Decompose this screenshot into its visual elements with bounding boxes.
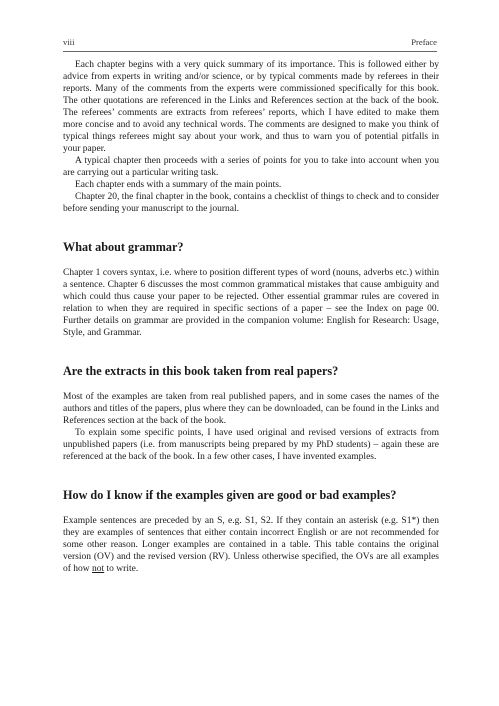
extracts-heading: Are the extracts in this book taken from real papers? [63,364,339,378]
grammar-heading: What about grammar? [63,240,184,254]
page-number: viii [63,37,75,47]
running-title: Preface [411,37,437,47]
examples-text-after: to write. [104,564,139,574]
intro-paragraph-3: Each chapter ends with a summary of the main points. [75,180,282,190]
intro-paragraph-1: Each chapter begins with a very quick summary of its importance. This is followed either by advice from experts in writing and/or science, or by typical comments made by referees in their reports. Many of the comments from the experts were commissioned specifically for this book. The other quotations are referenced in the Links and References section at the back of the book. The referees’ comments are extracts from referees’ reports, which I have edited to make them more concise and to avoid any technical words. The comments are designed to make you think of typical things referees might say about your work, and thus to warn you of potential pitfalls in your paper. [63,60,439,154]
running-head [63,37,437,47]
extracts-paragraph-2: To explain some specific points, I have used original and revised versions of extracts from unpublished papers (i.e. from manuscripts being prepared by my PhD students) – again these are referenced at the back of the book. In a few other cases, I have invented examples. [63,428,439,462]
extracts-paragraph-1: Most of the examples are taken from real published papers, and in some cases the names of the authors and titles of the papers, plus where they can be downloaded, can be found in the Links and References section at the back of the book. [63,392,439,426]
emphasis-not: not [92,564,105,574]
header-rule [63,51,437,52]
page-body [63,59,439,575]
intro-paragraph-2: A typical chapter then proceeds with a series of points for you to take into account when you are carrying out a particular writing task. [63,156,439,178]
grammar-paragraph: Chapter 1 covers syntax, i.e. where to position different types of word (nouns, adverbs etc.) within a sentence. Chapter 6 discusses the most common grammatical mistakes that cause ambiguity and which could thus cause your paper to be rejected. Other essential grammar rules are covered in relation to when they are required in specific sections of a paper – see the Index on page 00. Further details on grammar are provided in the companion volume: English for Research: Usage, Style, and Grammar. [63,268,439,338]
examples-heading: How do I know if the examples given are good or bad examples? [63,488,397,502]
examples-text-before: Example sentences are preceded by an S, e.g. S1, S2. If they contain an asterisk (e.g. S1*) then they are examples of sentences that either contain incorrect English or are not recommended for some other reason. Longer examples are contained in a table. This table contains the original version (OV) and the revised version (RV). Unless otherwise specified, the OVs are all examples of how [63,516,439,574]
intro-paragraph-4: Chapter 20, the final chapter in the book, contains a checklist of things to check and to consider before sending your manuscript to the journal. [63,192,439,214]
examples-paragraph [63,515,439,575]
